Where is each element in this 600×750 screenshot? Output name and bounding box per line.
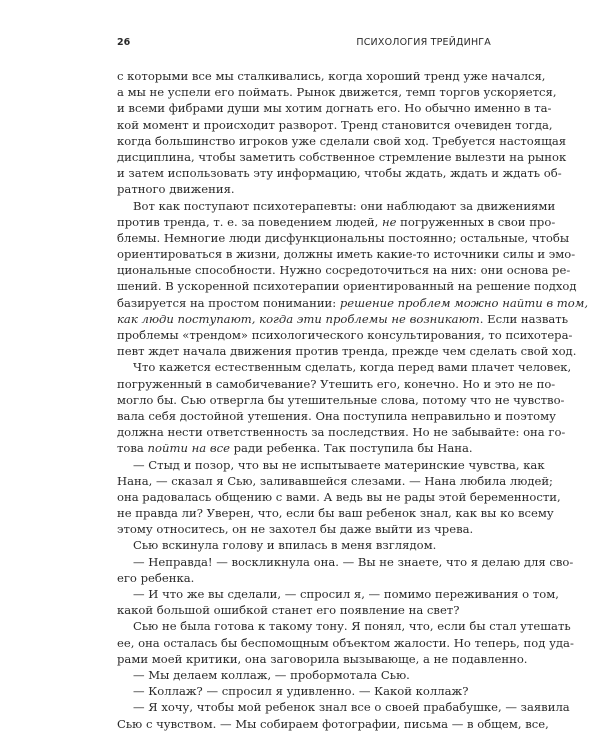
text-line [117, 570, 491, 586]
text-segment: — Я хочу, чтобы мой ребенок знал все о своей прабабушке, — заявила [133, 700, 570, 715]
text-segment: — И что же вы сделали, — спросил я, — помимо переживания о том, [133, 587, 559, 601]
text-line [117, 699, 570, 715]
text-line [117, 424, 566, 440]
text-line [117, 262, 571, 278]
text-line [117, 473, 553, 489]
text-segment: его ребенка. [117, 570, 195, 585]
text-segment: рами моей критики, она заговорила вызывающе, а не подавленно. [117, 651, 528, 666]
text-line [117, 440, 491, 456]
text-segment: ее, она осталась бы беспомощным объектом жалости. Но теперь, под уда- [117, 635, 574, 650]
text-line [117, 457, 545, 473]
text-segment: — Неправда! — воскликнула она. — Вы не знаете, что я делаю для сво- [133, 554, 574, 569]
text-segment: она радовалась общению с вами. А ведь вы не рады этой беременности, [117, 489, 561, 504]
text-segment: должна нести ответственность за последствия. Но не забывайте: она го- [117, 425, 566, 440]
text-segment: Вот как поступают психотерапевты: они наблюдают за движениями [133, 198, 556, 213]
emphasis-text: решение проблем можно найти в том, [339, 295, 589, 310]
text-segment: — Стыд и позор, что вы не испытываете материнские чувства, как [133, 457, 545, 472]
text-line [117, 554, 574, 570]
text-segment: ради ребенка. Так поступила бы Нана. [229, 441, 473, 456]
text-segment: — Мы делаем коллаж, — пробормотала Сью. [133, 667, 410, 682]
text-segment: какой большой ошибкой станет его появление на свет? [117, 603, 460, 618]
text-segment: кой момент и происходит разворот. Тренд становится очевиден тогда, [117, 117, 553, 132]
running-title: ПСИХОЛОГИЯ ТРЕЙДИНГА [356, 37, 491, 48]
text-segment: погруженный в самобичевание? Утешить его, конечно. Но и это не по- [117, 376, 556, 391]
text-line [117, 489, 561, 505]
text-segment: това [117, 441, 148, 456]
text-segment: циональные способности. Нужно сосредоточиться на них: они основа ре- [117, 263, 571, 278]
text-segment: могло бы. Сью отвергла бы утешительные слова, потому что не чувство- [117, 392, 565, 407]
text-segment: Сью с чувством. — Мы собираем фотографии, письма — в общем, все, [117, 716, 549, 731]
text-line [117, 521, 491, 537]
text-line [117, 392, 565, 408]
text-segment: певт ждет начала движения против тренда, прежде чем сделать свой ход. [117, 344, 577, 359]
text-line [117, 408, 556, 424]
text-line [117, 311, 569, 327]
text-line [117, 278, 577, 294]
text-line [117, 214, 556, 230]
emphasis-text: не [381, 214, 397, 229]
text-line [117, 100, 552, 116]
text-segment: против тренда, т. е. за поведением людей, [117, 214, 382, 229]
text-segment: базируется на простом понимании: [117, 295, 340, 310]
text-segment: Что кажется естественным сделать, когда перед вами плачет человек, [133, 360, 572, 375]
text-line [117, 618, 571, 634]
text-segment: не правда ли? Уверен, что, если бы ваш ребенок знал, как вы ко всему [117, 506, 554, 521]
text-line [117, 651, 528, 667]
text-segment: ориентироваться в жизни, должны иметь какие-то источники силы и эмо- [117, 247, 576, 262]
text-line [117, 537, 491, 553]
text-line [117, 230, 570, 246]
text-segment: . Если назвать [479, 311, 569, 326]
text-segment: шений. В ускоренной психотерапии ориентированный на решение подход [117, 279, 577, 294]
text-segment: Нана, — сказал я Сью, заливавшейся слезами. — Нана любила людей; [117, 473, 553, 488]
text-segment: Сью не была готова к такому тону. Я понял, что, если бы стал утешать [133, 619, 571, 634]
text-line [117, 343, 577, 359]
text-segment: вала себя достойной утешения. Она поступила неправильно и поэтому [117, 408, 556, 423]
text-segment: и затем использовать эту информацию, чтобы ждать, ждать и ждать об- [117, 166, 562, 181]
text-segment: этому относитесь, он не захотел бы даже выйти из чрева. [117, 522, 474, 537]
body-text [117, 68, 589, 732]
text-line [117, 327, 573, 343]
text-line [117, 683, 491, 699]
text-line [117, 149, 567, 165]
text-segment: с которыми все мы сталкивались, когда хороший тренд уже начался, [117, 69, 546, 83]
text-line [117, 133, 567, 149]
text-line [117, 586, 559, 602]
page-number: 26 [117, 37, 131, 48]
text-line [117, 667, 491, 683]
text-line [117, 165, 562, 181]
text-line [117, 376, 556, 392]
text-segment: а мы не успели его поймать. Рынок движется, темп торгов ускоряется, [117, 85, 557, 100]
text-line [117, 716, 549, 732]
text-segment: ратного движения. [117, 182, 235, 197]
text-line [117, 602, 491, 618]
text-segment: проблемы «трендом» психологического консультирования, то психотера- [117, 328, 573, 342]
text-line [117, 68, 546, 84]
emphasis-text: как люди поступают, когда эти проблемы не возникают [117, 311, 480, 326]
page-header [117, 37, 491, 49]
text-line [117, 505, 554, 521]
text-segment: блемы. Немногие люди дисфункциональны постоянно; остальные, чтобы [117, 230, 570, 245]
text-segment: когда большинство игроков уже сделали свой ход. Требуется настоящая [117, 133, 567, 148]
text-line [117, 181, 491, 197]
text-segment: Сью вскинула голову и впилась в меня взглядом. [133, 538, 437, 553]
text-segment: дисциплина, чтобы заметить собственное стремление вылезти на рынок [117, 149, 567, 164]
text-line [117, 198, 556, 214]
text-line [117, 117, 553, 133]
emphasis-text: пойти на все [147, 441, 230, 456]
text-line [117, 295, 589, 311]
text-line [117, 84, 557, 100]
text-segment: — Коллаж? — спросил я удивленно. — Какой коллаж? [133, 684, 469, 699]
text-line [117, 359, 572, 375]
text-segment: и всеми фибрами души мы хотим догнать его. Но обычно именно в та- [117, 101, 552, 116]
text-line [117, 246, 576, 262]
text-line [117, 635, 574, 651]
text-segment: погруженных в свои про- [396, 214, 556, 229]
